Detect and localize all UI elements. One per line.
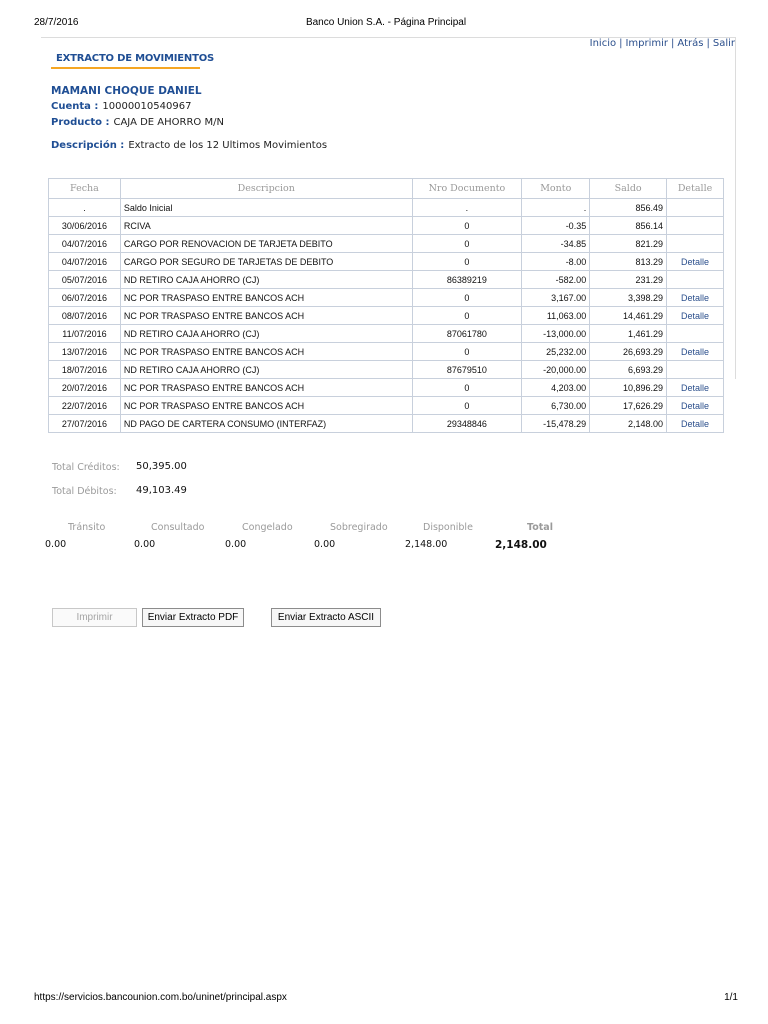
cell-saldo: 17,626.29	[590, 397, 667, 415]
print-footer	[34, 992, 738, 1006]
table-row	[49, 379, 724, 397]
col-header-monto: Monto	[522, 179, 590, 199]
cell-detalle	[667, 325, 724, 343]
print-title: Banco Union S.A. - Página Principal	[305, 17, 467, 28]
cell-nro-documento: 0	[412, 253, 522, 271]
cell-descripcion: ND RETIRO CAJA AHORRO (CJ)	[120, 361, 412, 379]
cell-fecha: 18/07/2016	[49, 361, 121, 379]
cell-fecha: 30/06/2016	[49, 217, 121, 235]
cell-saldo: 10,896.29	[590, 379, 667, 397]
print-date: 28/7/2016	[34, 17, 79, 28]
cell-nro-documento: 0	[412, 289, 522, 307]
cell-detalle	[667, 235, 724, 253]
cell-saldo: 6,693.29	[590, 361, 667, 379]
cell-detalle	[667, 343, 724, 361]
print-url: https://servicios.bancounion.com.bo/uninet/principal.aspx	[34, 992, 287, 1003]
cell-saldo: 3,398.29	[590, 289, 667, 307]
cell-descripcion: CARGO POR SEGURO DE TARJETAS DE DEBITO	[120, 253, 412, 271]
cell-monto: .	[522, 199, 590, 217]
summary-value-transito: 0.00	[45, 539, 67, 550]
summary-header-transito: Tránsito	[68, 522, 106, 533]
account-owner: MAMANI CHOQUE DANIEL	[51, 85, 202, 97]
cell-fecha: .	[49, 199, 121, 217]
cell-saldo: 856.14	[590, 217, 667, 235]
cell-detalle	[667, 415, 724, 433]
cell-fecha: 06/07/2016	[49, 289, 121, 307]
cell-descripcion: RCIVA	[120, 217, 412, 235]
cell-descripcion: ND PAGO DE CARTERA CONSUMO (INTERFAZ)	[120, 415, 412, 433]
cell-monto: 4,203.00	[522, 379, 590, 397]
total-creditos-label: Total Créditos:	[52, 462, 120, 473]
print-header	[34, 17, 738, 31]
summary-value-congelado: 0.00	[225, 539, 247, 550]
cell-descripcion: CARGO POR RENOVACION DE TARJETA DEBITO	[120, 235, 412, 253]
cell-fecha: 20/07/2016	[49, 379, 121, 397]
cell-descripcion: NC POR TRASPASO ENTRE BANCOS ACH	[120, 289, 412, 307]
cell-monto: -34.85	[522, 235, 590, 253]
cell-nro-documento: 86389219	[412, 271, 522, 289]
cell-detalle	[667, 217, 724, 235]
cell-descripcion: NC POR TRASPASO ENTRE BANCOS ACH	[120, 307, 412, 325]
cell-detalle	[667, 397, 724, 415]
detalle-link[interactable]: Detalle	[681, 256, 710, 267]
total-creditos-value: 50,395.00	[136, 461, 187, 472]
cell-saldo: 856.49	[590, 199, 667, 217]
table-row	[49, 397, 724, 415]
cell-descripcion: NC POR TRASPASO ENTRE BANCOS ACH	[120, 397, 412, 415]
summary-value-disponible: 2,148.00	[405, 539, 448, 550]
detalle-link[interactable]: Detalle	[681, 400, 710, 411]
section-title: EXTRACTO DE MOVIMIENTOS	[56, 53, 214, 64]
table-row	[49, 271, 724, 289]
imprimir-button[interactable]: Imprimir	[52, 608, 137, 627]
cell-fecha: 05/07/2016	[49, 271, 121, 289]
cell-detalle	[667, 199, 724, 217]
col-header-nro-documento: Nro Documento	[412, 179, 522, 199]
cell-monto: -15,478.29	[522, 415, 590, 433]
product-value: CAJA DE AHORRO M/N	[113, 117, 224, 128]
print-page-number: 1/1	[724, 992, 738, 1003]
detalle-link[interactable]: Detalle	[681, 292, 710, 303]
cell-nro-documento: 0	[412, 307, 522, 325]
cell-saldo: 813.29	[590, 253, 667, 271]
total-debitos-label: Total Débitos:	[52, 486, 117, 497]
cell-monto: -0.35	[522, 217, 590, 235]
cell-monto: -20,000.00	[522, 361, 590, 379]
total-debitos-value: 49,103.49	[136, 485, 187, 496]
detalle-link[interactable]: Detalle	[681, 346, 710, 357]
cell-saldo: 14,461.29	[590, 307, 667, 325]
cell-monto: 11,063.00	[522, 307, 590, 325]
cell-nro-documento: .	[412, 199, 522, 217]
detalle-link[interactable]: Detalle	[681, 418, 710, 429]
table-row	[49, 361, 724, 379]
cell-descripcion: ND RETIRO CAJA AHORRO (CJ)	[120, 271, 412, 289]
frame-right-border	[735, 37, 736, 379]
detalle-link[interactable]: Detalle	[681, 382, 710, 393]
cell-nro-documento: 0	[412, 379, 522, 397]
table-row	[49, 289, 724, 307]
cell-nro-documento: 0	[412, 235, 522, 253]
summary-value-consultado: 0.00	[134, 539, 156, 550]
account-value: 10000010540967	[102, 101, 192, 112]
enviar-extracto-pdf-button[interactable]: Enviar Extracto PDF	[142, 608, 244, 627]
cell-descripcion: Saldo Inicial	[120, 199, 412, 217]
cell-nro-documento: 29348846	[412, 415, 522, 433]
cell-saldo: 1,461.29	[590, 325, 667, 343]
cell-fecha: 22/07/2016	[49, 397, 121, 415]
cell-nro-documento: 87679510	[412, 361, 522, 379]
account-label: Cuenta :	[51, 101, 99, 112]
table-row	[49, 343, 724, 361]
section-title-underline	[51, 67, 200, 69]
detalle-link[interactable]: Detalle	[681, 310, 710, 321]
table-row	[49, 217, 724, 235]
nav-imprimir-link[interactable]: Imprimir	[625, 38, 669, 49]
summary-value-total: 2,148.00	[495, 539, 547, 551]
cell-monto: -13,000.00	[522, 325, 590, 343]
cell-monto: -8.00	[522, 253, 590, 271]
cell-descripcion: NC POR TRASPASO ENTRE BANCOS ACH	[120, 379, 412, 397]
table-row	[49, 307, 724, 325]
nav-separator: |	[671, 38, 675, 49]
cell-saldo: 26,693.29	[590, 343, 667, 361]
cell-monto: -582.00	[522, 271, 590, 289]
table-header-row	[49, 179, 724, 199]
col-header-fecha: Fecha	[49, 179, 121, 199]
summary-header-disponible: Disponible	[423, 522, 473, 533]
cell-saldo: 2,148.00	[590, 415, 667, 433]
product-row	[51, 117, 224, 128]
nav-salir-link[interactable]: Salir	[712, 38, 735, 49]
cell-saldo: 821.29	[590, 235, 667, 253]
cell-detalle	[667, 271, 724, 289]
account-number-row	[51, 101, 191, 112]
nav-inicio-link[interactable]: Inicio	[589, 38, 617, 49]
summary-header-consultado: Consultado	[151, 522, 205, 533]
cell-fecha: 04/07/2016	[49, 235, 121, 253]
table-row	[49, 199, 724, 217]
col-header-saldo: Saldo	[590, 179, 667, 199]
movements-table	[48, 178, 724, 433]
cell-fecha: 11/07/2016	[49, 325, 121, 343]
cell-monto: 6,730.00	[522, 397, 590, 415]
cell-descripcion: NC POR TRASPASO ENTRE BANCOS ACH	[120, 343, 412, 361]
top-nav	[590, 38, 735, 49]
cell-fecha: 08/07/2016	[49, 307, 121, 325]
summary-header-sobregirado: Sobregirado	[330, 522, 388, 533]
cell-fecha: 04/07/2016	[49, 253, 121, 271]
nav-atras-link[interactable]: Atrás	[677, 38, 704, 49]
cell-monto: 3,167.00	[522, 289, 590, 307]
summary-header-total: Total	[527, 522, 553, 533]
cell-nro-documento: 0	[412, 397, 522, 415]
cell-nro-documento: 0	[412, 343, 522, 361]
description-value: Extracto de los 12 Ultimos Movimientos	[128, 140, 328, 151]
table-row	[49, 415, 724, 433]
summary-value-sobregirado: 0.00	[314, 539, 336, 550]
table-row	[49, 325, 724, 343]
col-header-descripcion: Descripcion	[120, 179, 412, 199]
cell-monto: 25,232.00	[522, 343, 590, 361]
col-header-detalle: Detalle	[667, 179, 724, 199]
description-row	[51, 140, 327, 151]
cell-nro-documento: 87061780	[412, 325, 522, 343]
cell-detalle	[667, 361, 724, 379]
table-row	[49, 253, 724, 271]
nav-separator: |	[619, 38, 623, 49]
product-label: Producto :	[51, 117, 110, 128]
cell-detalle	[667, 289, 724, 307]
nav-separator: |	[706, 38, 710, 49]
description-label: Descripción :	[51, 140, 125, 151]
cell-nro-documento: 0	[412, 217, 522, 235]
cell-fecha: 13/07/2016	[49, 343, 121, 361]
cell-detalle	[667, 379, 724, 397]
movements-table-body	[49, 199, 724, 433]
cell-saldo: 231.29	[590, 271, 667, 289]
cell-detalle	[667, 253, 724, 271]
cell-detalle	[667, 307, 724, 325]
summary-header-congelado: Congelado	[242, 522, 293, 533]
cell-fecha: 27/07/2016	[49, 415, 121, 433]
cell-descripcion: ND RETIRO CAJA AHORRO (CJ)	[120, 325, 412, 343]
table-row	[49, 235, 724, 253]
enviar-extracto-ascii-button[interactable]: Enviar Extracto ASCII	[271, 608, 381, 627]
